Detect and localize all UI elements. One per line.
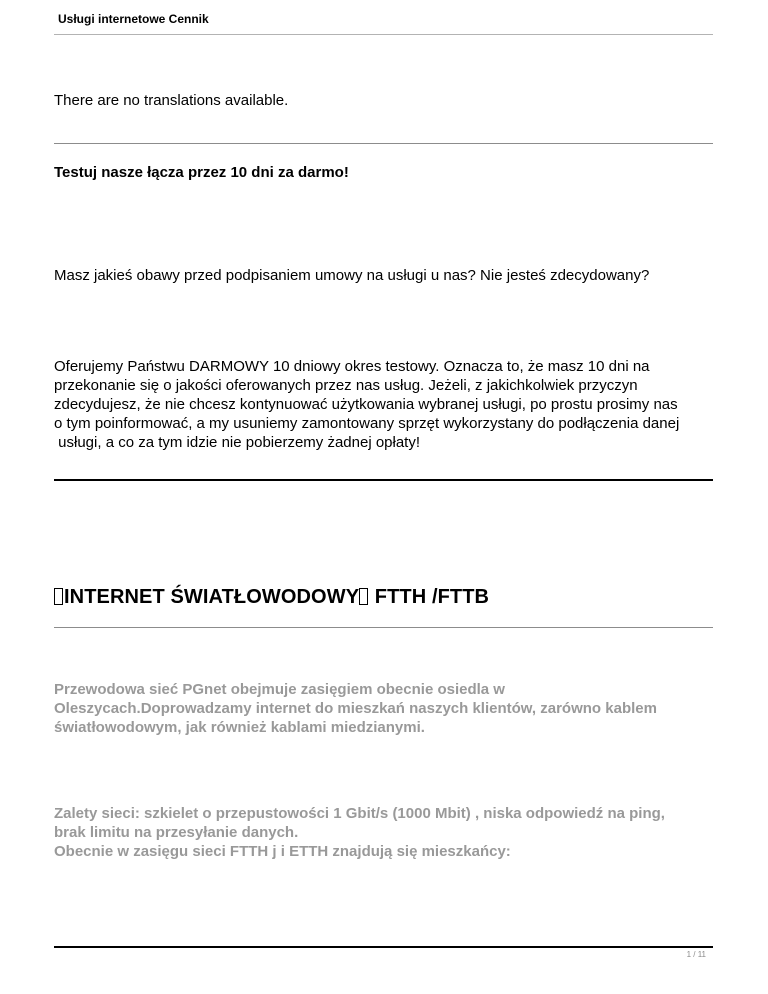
text-line: Przewodowa sieć PGnet obejmuje zasięgiem obecnie osiedla w xyxy=(54,681,505,698)
promo-question: Masz jakieś obawy przed podpisaniem umowy na usługi u nas? Nie jesteś zdecydowany? xyxy=(54,267,650,284)
text-line: Obecnie w zasięgu sieci FTTH j i ETTH znajdują się mieszkańcy: xyxy=(54,843,511,860)
header-divider xyxy=(54,34,713,35)
text-line: zdecydujesz, że nie chcesz kontynuować użytkowania wybranej usługi, po prostu prosimy nas xyxy=(54,396,678,413)
translation-notice: There are no translations available. xyxy=(54,92,289,109)
text-line: przekonanie się o jakości oferowanych przez nas usług. Jeżeli, z jakichkolwiek przyczyn xyxy=(54,377,638,394)
section-divider xyxy=(54,627,713,628)
section-divider xyxy=(54,479,713,481)
text-line: Zalety sieci: szkielet o przepustowości 1 Gbit/s (1000 Mbit) , niska odpowiedź na ping, xyxy=(54,805,665,822)
footer-divider xyxy=(54,946,713,948)
promo-headline: Testuj nasze łącza przez 10 dni za darmo! xyxy=(54,164,349,181)
section-heading xyxy=(54,586,489,609)
text-line: światłowodowym, jak również kablami miedzianymi. xyxy=(54,719,425,736)
page-number: 1 / 11 xyxy=(686,950,706,959)
network-advantages-paragraph xyxy=(54,804,719,861)
missing-glyph-icon xyxy=(359,588,368,605)
heading-text: FTTH /FTTB xyxy=(369,586,490,608)
network-intro-paragraph xyxy=(54,680,719,737)
missing-glyph-icon xyxy=(54,588,63,605)
text-line: o tym poinformować, a my usuniemy zamontowany sprzęt wykorzystany do podłączenia danej xyxy=(54,415,680,432)
text-line: Oleszycach.Doprowadzamy internet do mieszkań naszych klientów, zarówno kablem xyxy=(54,700,657,717)
section-divider xyxy=(54,143,713,144)
page-header-title: Usługi internetowe Cennik xyxy=(58,12,209,26)
heading-text: INTERNET ŚWIATŁOWODOWY xyxy=(64,586,360,608)
text-line: brak limitu na przesyłanie danych. xyxy=(54,824,299,841)
promo-offer-paragraph xyxy=(54,357,714,452)
text-line: Oferujemy Państwu DARMOWY 10 dniowy okres testowy. Oznacza to, że masz 10 dni na xyxy=(54,358,650,375)
text-line: usługi, a co za tym idzie nie pobierzemy żadnej opłaty! xyxy=(54,434,421,451)
